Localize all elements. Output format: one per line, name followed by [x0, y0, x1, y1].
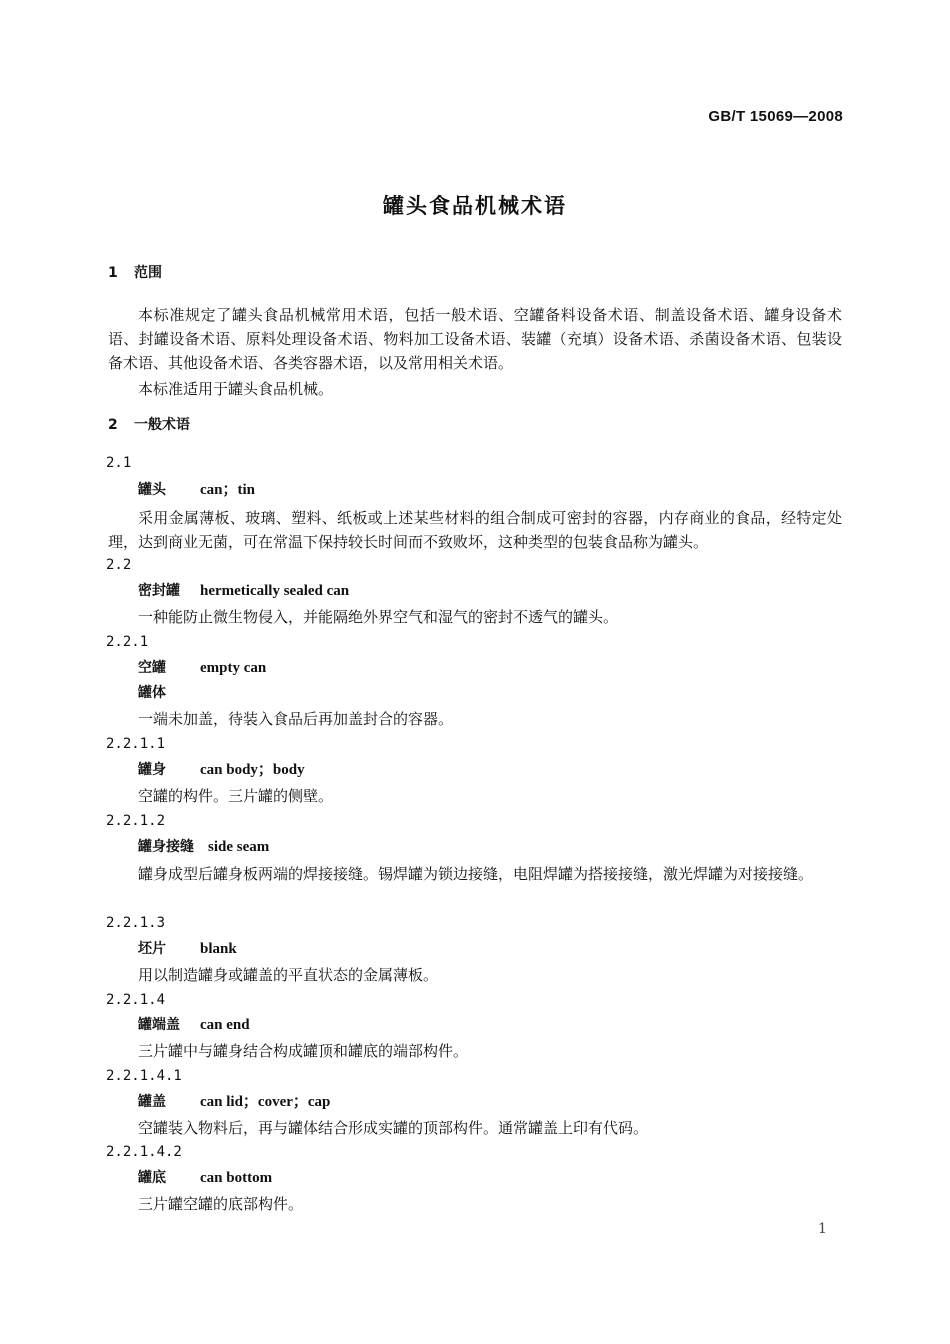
- scope-applicability: 本标准适用于罐头食品机械。: [138, 380, 334, 398]
- entry-number: 2.2.1.2: [106, 813, 166, 829]
- entry-number: 2.2.1.4.2: [106, 1144, 182, 1160]
- standard-code: GB/T 15069—2008: [708, 108, 843, 125]
- term-zh: 坯片: [138, 941, 166, 957]
- entry-term: [138, 1091, 330, 1113]
- entry-number: 2.2.1.4: [106, 992, 166, 1008]
- entry-definition: 空罐装入物料后，再与罐体结合形成实罐的顶部构件。通常罐盖上印有代码。: [138, 1119, 649, 1137]
- entry-term: [138, 938, 237, 960]
- entry-term: [138, 479, 255, 501]
- term-en: can body；body: [200, 762, 305, 778]
- document-title: 罐头食品机械术语: [383, 194, 567, 218]
- entry-number: 2.2.1: [106, 634, 149, 650]
- term-zh-alt: 罐体: [138, 685, 166, 701]
- entry-number: 2.2.1.1: [106, 736, 166, 752]
- term-zh: 罐底: [138, 1170, 166, 1186]
- term-en: can；tin: [200, 482, 256, 498]
- entry-number: 2.2: [106, 557, 132, 573]
- entry-term: [138, 1014, 250, 1036]
- section-1-heading: [108, 262, 162, 284]
- entry-term: [138, 759, 305, 781]
- term-en: empty can: [200, 660, 267, 676]
- entry-term: [138, 836, 269, 858]
- section-number: 1: [108, 265, 118, 281]
- entry-definition: 三片罐空罐的底部构件。: [138, 1195, 304, 1213]
- entry-number: 2.2.1.4.1: [106, 1068, 182, 1084]
- page-number: 1: [818, 1221, 827, 1237]
- entry-term: [138, 580, 349, 602]
- term-en: can end: [200, 1017, 250, 1033]
- entry-definition: 罐身成型后罐身板两端的焊接接缝。锡焊罐为锁边接缝，电阻焊罐为搭接接缝，激光焊罐为对接接缝。: [138, 865, 814, 883]
- term-zh: 罐头: [138, 482, 166, 498]
- term-zh: 罐端盖: [138, 1017, 180, 1033]
- section-title: 一般术语: [134, 417, 190, 433]
- entry-definition: 三片罐中与罐身结合构成罐顶和罐底的端部构件。: [138, 1042, 469, 1060]
- term-en: can bottom: [200, 1170, 273, 1186]
- term-zh: 罐盖: [138, 1094, 166, 1110]
- term-en: hermetically sealed can: [200, 583, 350, 599]
- entry-definition: 一端未加盖，待装入食品后再加盖封合的容器。: [138, 710, 454, 728]
- term-en: side seam: [208, 839, 270, 855]
- entry-number: 2.1: [106, 455, 132, 471]
- term-en: can lid；cover；cap: [200, 1094, 331, 1110]
- section-title: 范围: [134, 265, 162, 281]
- entry-definition: 一种能防止微生物侵入，并能隔绝外界空气和湿气的密封不透气的罐头。: [138, 608, 619, 626]
- entry-definition: 用以制造罐身或罐盖的平直状态的金属薄板。: [138, 966, 439, 984]
- section-number: 2: [108, 417, 118, 433]
- entry-alt-term: [138, 682, 200, 704]
- entry-definition: 空罐的构件。三片罐的侧壁。: [138, 787, 334, 805]
- entry-definition: 采用金属薄板、玻璃、塑料、纸板或上述某些材料的组合制成可密封的容器，内存商业的食品，经特定处理，达到商业无菌，可在常温下保持较长时间而不致败坏，这种类型的包装食品称为罐头。: [108, 509, 842, 551]
- term-zh: 空罐: [138, 660, 166, 676]
- section-2-heading: [108, 414, 190, 436]
- scope-paragraph: 本标准规定了罐头食品机械常用术语，包括一般术语、空罐备料设备术语、制盖设备术语、罐身设备术语、封罐设备术语、原料处理设备术语、物料加工设备术语、装罐（充填）设备术语、杀菌设备术语、包装设备术语、其他设备术语、各类容器术语，以及常用相关术语。: [108, 306, 842, 372]
- entry-term: [138, 1167, 272, 1189]
- term-en: blank: [200, 941, 237, 957]
- term-zh: 密封罐: [138, 583, 180, 599]
- term-zh: 罐身接缝: [138, 839, 194, 855]
- term-zh: 罐身: [138, 762, 166, 778]
- entry-term: [138, 657, 266, 679]
- entry-number: 2.2.1.3: [106, 915, 166, 931]
